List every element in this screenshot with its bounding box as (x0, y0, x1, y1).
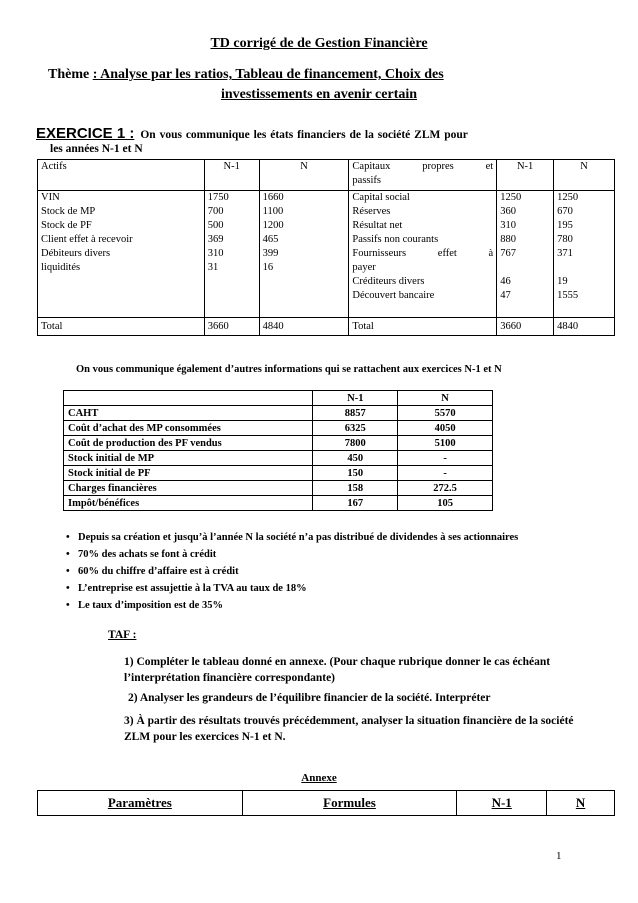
extra-label: CAHT (64, 406, 313, 421)
total-asset-n: 4840 (259, 318, 349, 336)
extra-value: 4050 (398, 421, 493, 436)
taf-heading: TAF : (108, 629, 137, 641)
liability-values-n1 (497, 191, 554, 318)
table-row (64, 436, 493, 451)
extra-value: 150 (313, 466, 398, 481)
list-item (64, 548, 584, 562)
liability-value-empty (557, 261, 611, 275)
liability-value: 767 (500, 248, 516, 259)
liability-label: payer (352, 262, 376, 273)
extra-value: 7800 (313, 436, 398, 451)
asset-label: Stock de MP (41, 206, 96, 217)
header-actifs: Actifs (38, 160, 205, 191)
asset-labels (38, 191, 205, 318)
total-label-passif: Total (349, 318, 497, 336)
annexe-header-n1: N-1 (491, 795, 512, 810)
liability-label: Capital social (352, 192, 410, 203)
total-liability-n: 4840 (554, 318, 615, 336)
asset-value: 31 (207, 262, 219, 273)
annexe-header-cell (547, 791, 615, 816)
extra-value: 105 (398, 496, 493, 511)
list-item-text: Depuis sa création et jusqu’à l’année N la société n’a pas distribué de dividendes à ses actionnaires (78, 532, 519, 543)
question-3: 3) À partir des résultats trouvés précédemment, analyser la situation financière de la société ZLM pour les exercices N-1 et N. (124, 715, 574, 743)
liability-label-fournisseurs (352, 247, 493, 261)
liability-value: 360 (500, 206, 516, 217)
liability-value: 1555 (557, 290, 579, 301)
header-passifs-word1: Capitaux (352, 161, 391, 172)
asset-label: Client effet à recevoir (41, 234, 133, 245)
liability-value: 19 (557, 276, 568, 287)
question-2: 2) Analyser les grandeurs de l’équilibre financier de la société. Interpréter (128, 692, 491, 704)
annexe-header-parametres: Paramètres (107, 795, 172, 810)
list-item-text: L’entreprise est assujettie à la TVA au taux de 18% (78, 583, 307, 594)
list-item (64, 565, 584, 579)
header-passifs-word2: propres (422, 161, 454, 172)
header-passifs (349, 160, 497, 191)
balance-sheet-table (37, 159, 615, 336)
asset-label: VIN (41, 192, 60, 203)
header-passifs-line2: passifs (352, 175, 381, 186)
list-item (64, 582, 584, 596)
liability-value: 780 (557, 234, 573, 245)
extra-header-row (64, 391, 493, 406)
fournisseurs-word2: effet (437, 248, 457, 259)
annexe-table (37, 790, 615, 816)
extra-value: 5100 (398, 436, 493, 451)
liability-value: 371 (557, 248, 573, 259)
list-item (64, 531, 584, 545)
list-item (64, 599, 584, 613)
page-title: TD corrigé de de Gestion Financière (210, 36, 428, 51)
liability-value: 670 (557, 206, 573, 217)
list-item-text: Le taux d’imposition est de 35% (78, 600, 223, 611)
extra-header-label (64, 391, 313, 406)
asset-value: 500 (207, 220, 224, 231)
annexe-header-cell (457, 791, 547, 816)
liability-label: Passifs non courants (352, 234, 439, 245)
extra-value: - (398, 451, 493, 466)
total-liability-n1: 3660 (497, 318, 554, 336)
extra-label: Stock initial de MP (64, 451, 313, 466)
asset-value: 399 (262, 248, 279, 259)
annexe-header-row (38, 791, 615, 816)
asset-value: 1660 (262, 192, 284, 203)
assumptions-list (64, 531, 584, 616)
balance-body-row (38, 191, 615, 318)
extra-label: Coût de production des PF vendus (64, 436, 313, 451)
theme-text-1: : Analyse par les ratios, Tableau de financement, Choix des (92, 67, 444, 82)
annexe-title: Annexe (301, 772, 337, 784)
asset-value: 1100 (262, 206, 284, 217)
annexe-header-n: N (575, 795, 586, 810)
balance-header-row (38, 160, 615, 191)
asset-value: 16 (262, 262, 274, 273)
liability-values-n (554, 191, 615, 318)
total-asset-n1: 3660 (204, 318, 259, 336)
extra-label: Coût d’achat des MP consommées (64, 421, 313, 436)
liability-value: 1250 (500, 192, 522, 203)
liability-label: Résultat net (352, 220, 403, 231)
annexe-header-formules: Formules (323, 795, 376, 810)
extra-value: 450 (313, 451, 398, 466)
extra-value: - (398, 466, 493, 481)
table-row (64, 421, 493, 436)
liability-value-empty (500, 261, 550, 275)
extra-value: 6325 (313, 421, 398, 436)
liability-value: 46 (500, 276, 511, 287)
liability-label: Créditeurs divers (352, 276, 425, 287)
asset-label: liquidités (41, 262, 81, 273)
exercise-intro-2: les années N-1 et N (50, 143, 143, 155)
bullet-icon: • (66, 532, 70, 543)
extra-value: 8857 (313, 406, 398, 421)
list-item-text: 70% des achats se font à crédit (78, 549, 217, 560)
asset-value: 1750 (207, 192, 229, 203)
asset-values-n (259, 191, 349, 318)
table-row (64, 466, 493, 481)
bullet-icon: • (66, 549, 70, 560)
annexe-header-cell (242, 791, 457, 816)
asset-value: 465 (262, 234, 279, 245)
extra-value: 158 (313, 481, 398, 496)
total-label: Total (38, 318, 205, 336)
asset-value: 1200 (262, 220, 284, 231)
exercise-intro-text: On vous communique les états financiers de la société ZLM pour (140, 129, 468, 141)
extra-label: Charges financières (64, 481, 313, 496)
exercise-heading: EXERCICE 1 : (36, 125, 135, 142)
theme-prefix: Thème (48, 67, 93, 82)
extra-label: Impôt/bénéfices (64, 496, 313, 511)
asset-value: 369 (207, 234, 224, 245)
header-n-passif: N (554, 160, 615, 191)
bullet-icon: • (66, 566, 70, 577)
extra-value: 167 (313, 496, 398, 511)
header-n1-passif: N-1 (497, 160, 554, 191)
extra-info-table (63, 390, 493, 511)
balance-total-row (38, 318, 615, 336)
asset-label: Stock de PF (41, 220, 92, 231)
extra-label: Stock initial de PF (64, 466, 313, 481)
table-row (64, 496, 493, 511)
liability-labels (349, 191, 497, 318)
extra-value: 272.5 (398, 481, 493, 496)
header-n: N (259, 160, 349, 191)
extra-header-n: N (398, 391, 493, 406)
extra-header-n1: N-1 (313, 391, 398, 406)
liability-value: 880 (500, 234, 516, 245)
asset-values-n1 (204, 191, 259, 318)
exercise-intro (36, 125, 468, 143)
liability-label: Réserves (352, 206, 391, 217)
liability-value: 310 (500, 220, 516, 231)
asset-label: Débiteurs divers (41, 248, 111, 259)
extra-value: 5570 (398, 406, 493, 421)
liability-value: 195 (557, 220, 573, 231)
info-text: On vous communique également d’autres informations qui se rattachent aux exercices N-1 et N (76, 364, 502, 375)
liability-value: 1250 (557, 192, 579, 203)
page-number: 1 (556, 850, 562, 862)
list-item-text: 60% du chiffre d’affaire est à crédit (78, 566, 239, 577)
bullet-icon: • (66, 583, 70, 594)
table-row (64, 406, 493, 421)
asset-value: 700 (207, 206, 224, 217)
header-n1: N-1 (204, 160, 259, 191)
header-passifs-line1 (352, 160, 493, 174)
question-1: 1) Compléter le tableau donné en annexe. (Pour chaque rubrique donner le cas échéant l’interprétation financière correspondante) (124, 656, 551, 684)
table-row (64, 481, 493, 496)
header-passifs-word3: et (485, 161, 494, 172)
bullet-icon: • (66, 600, 70, 611)
liability-value: 47 (500, 290, 511, 301)
theme-line-2: investissements en avenir certain (220, 87, 418, 102)
fournisseurs-word1: Fournisseurs (352, 248, 407, 259)
annexe-header-cell (38, 791, 243, 816)
fournisseurs-word3: à (488, 248, 494, 259)
asset-value: 310 (207, 248, 224, 259)
theme-line-1 (48, 67, 444, 83)
table-row (64, 451, 493, 466)
liability-label: Découvert bancaire (352, 290, 435, 301)
